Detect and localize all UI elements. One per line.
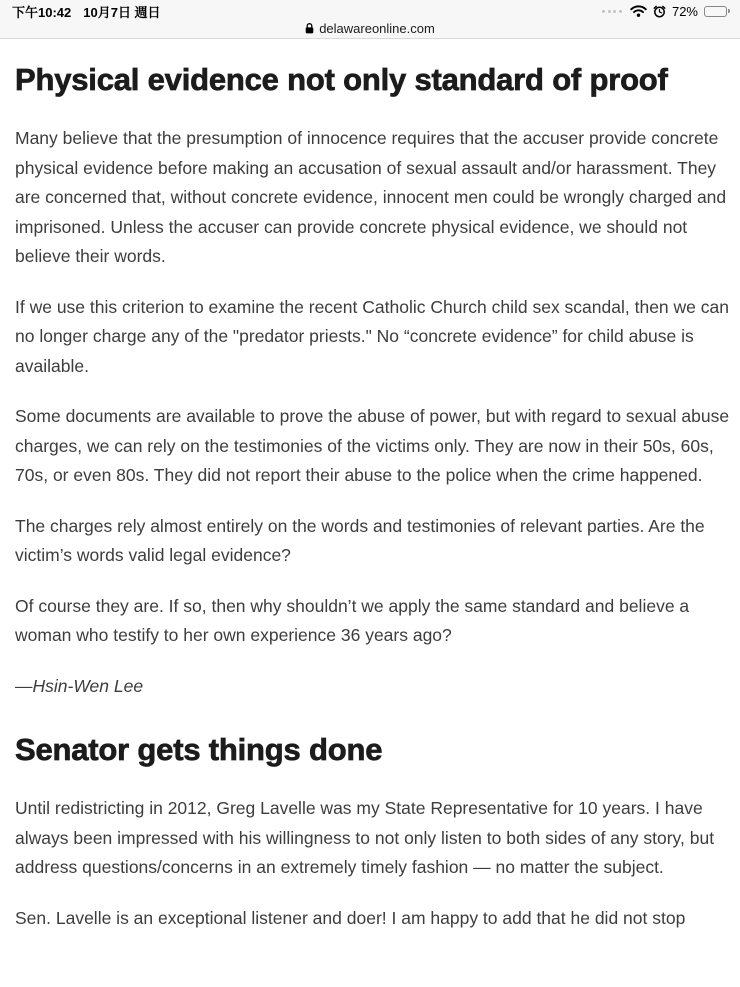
article-content	[0, 62, 740, 933]
paragraph: Many believe that the presumption of innocence requires that the accuser provide concrete physical evidence before making an accusation of sexual assault and/or harassment. They are concerned that, without concrete evidence, innocent men could be wrongly charged and imprisoned. Unless the accuser can provide concrete physical evidence, we should not believe their words.	[15, 128, 727, 266]
cellular-signal-dots-icon	[602, 10, 622, 13]
battery-icon	[704, 6, 730, 17]
status-bar	[0, 0, 740, 19]
wifi-icon	[630, 5, 647, 17]
paragraph: If we use this criterion to examine the recent Catholic Church child sex scandal, then we can no longer charge any of the "predator priests." No “concrete evidence” for child abuse is available.	[15, 296, 729, 376]
article-heading-2: Senator gets things done	[15, 732, 383, 767]
paragraph: Of course they are. If so, then why shouldn’t we apply the same standard and believe a woman who testify to her own experience 36 years ago?	[15, 595, 690, 645]
address-bar-url: delawareonline.com	[319, 21, 435, 36]
paragraph: Sen. Lavelle is an exceptional listener and doer! I am happy to add that he did not stop	[15, 907, 686, 928]
alarm-icon	[653, 5, 666, 18]
paragraph: Some documents are available to prove the abuse of power, but with regard to sexual abuse charges, we can rely on the testimonies of the victims only. They are now in their 50s, 60s, 70s, or even 80s. They did not report their abuse to the police when the crime happened.	[15, 406, 730, 485]
paragraph: Until redistricting in 2012, Greg Lavelle was my State Representative for 10 years. I have always been impressed with his willingness to not only listen to both sides of any story, but address questions/concerns in an extremely timely fashion — no matter the subject.	[15, 798, 715, 877]
status-time: 下午10:42	[12, 4, 72, 20]
lock-icon	[305, 23, 314, 34]
status-date: 10月7日 週日	[83, 4, 161, 20]
browser-chrome	[0, 0, 740, 39]
article-heading-1: Physical evidence not only standard of proof	[15, 62, 668, 97]
paragraph: The charges rely almost entirely on the words and testimonies of relevant parties. Are the victim’s words valid legal evidence?	[15, 515, 705, 565]
battery-percent: 72%	[671, 3, 698, 19]
address-bar[interactable]	[0, 19, 740, 38]
letter-author: —Hsin-Wen Lee	[15, 675, 144, 696]
